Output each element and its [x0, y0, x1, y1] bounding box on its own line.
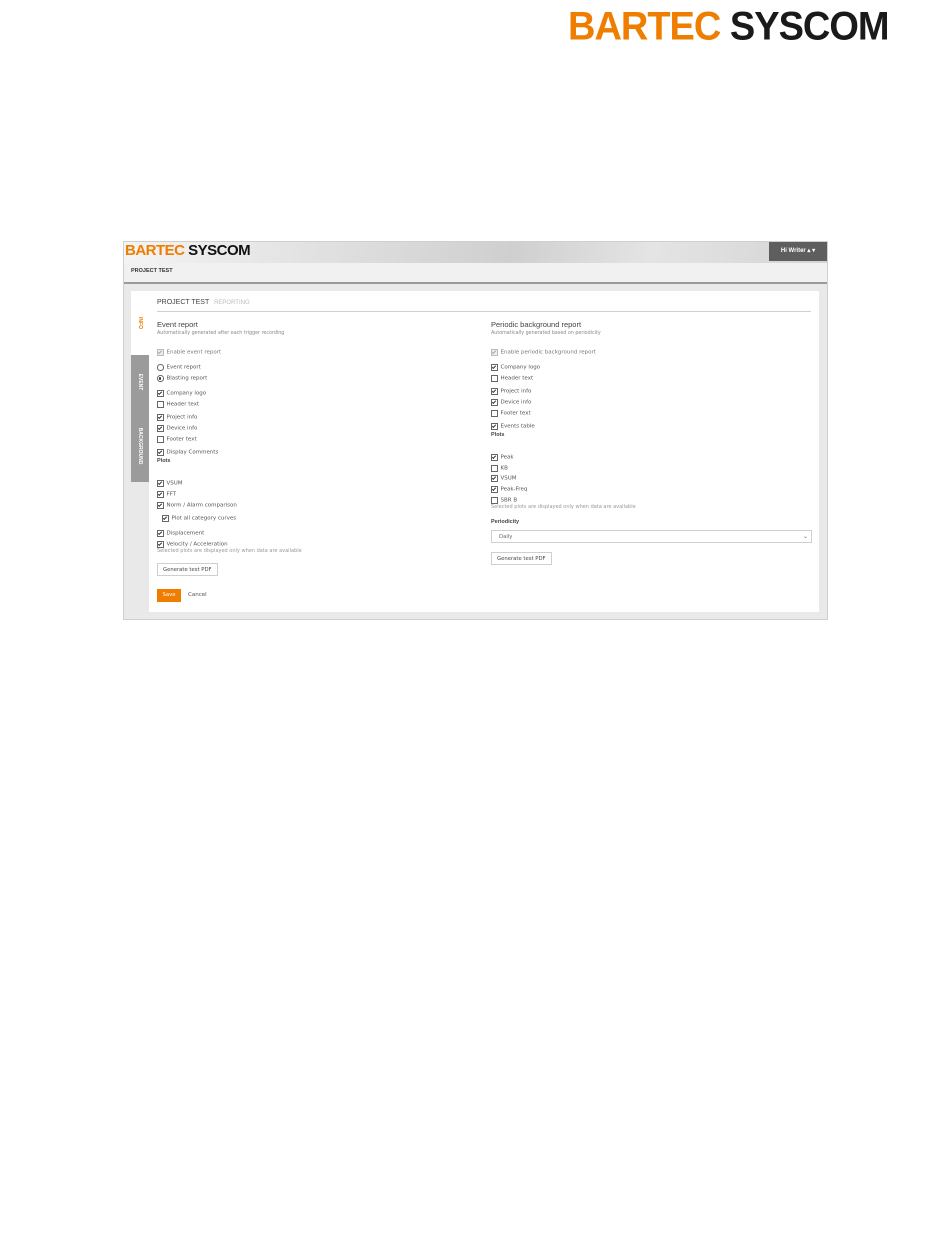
- radio-event-report[interactable]: [157, 357, 201, 371]
- tab-background[interactable]: [131, 409, 149, 482]
- bg-company-logo[interactable]: [491, 357, 541, 371]
- bg-plots-heading: Plots: [491, 432, 505, 438]
- bg-plot-vsum-label: VSUM: [500, 475, 517, 482]
- bg-device-info-label: Device info: [500, 399, 532, 406]
- event-generate-pdf-button[interactable]: Generate test PDF: [157, 563, 218, 576]
- event-plot-vsum[interactable]: [157, 473, 183, 487]
- app-logo-orange: BARTEC: [125, 242, 185, 259]
- event-header-text[interactable]: [157, 394, 200, 408]
- tab-background-label: BACKGROUND: [137, 427, 143, 464]
- event-display-comments[interactable]: [157, 442, 219, 456]
- reporting-panel: [149, 291, 819, 612]
- event-plot-velocity[interactable]: [157, 534, 228, 548]
- logo-brand-orange: BARTEC: [568, 4, 721, 50]
- chevron-down-icon: ⌄: [802, 533, 808, 540]
- event-plot-norm-alarm[interactable]: [157, 495, 237, 509]
- event-plot-displacement[interactable]: [157, 523, 205, 537]
- event-plot-all-category[interactable]: [162, 508, 237, 522]
- event-footer-text[interactable]: [157, 429, 197, 443]
- background-report-description: Automatically generated based on periodicity: [491, 331, 601, 336]
- bg-plot-sbr-b-checkbox[interactable]: [491, 497, 498, 504]
- event-report-description: Automatically generated after each trigger recording: [157, 331, 285, 336]
- bg-plot-kb[interactable]: [491, 458, 508, 472]
- enable-background-report-label: Enable periodic background report: [500, 349, 596, 356]
- title-divider: [157, 311, 811, 312]
- bg-header-text-label: Header text: [500, 375, 534, 382]
- event-plot-velocity-checkbox[interactable]: [157, 541, 164, 548]
- bg-footer-text[interactable]: [491, 403, 531, 417]
- tab-event-label: EVENT: [137, 373, 143, 391]
- save-button[interactable]: Save: [157, 589, 181, 602]
- bg-device-info[interactable]: [491, 392, 532, 406]
- enable-event-report-label: Enable event report: [166, 349, 222, 356]
- event-report-title: Event report: [157, 320, 198, 329]
- tab-event[interactable]: [131, 355, 149, 409]
- enable-background-report[interactable]: [491, 342, 596, 356]
- cancel-link[interactable]: Cancel: [188, 592, 207, 598]
- radio-blasting-report[interactable]: [157, 368, 208, 382]
- enable-event-report-checkbox[interactable]: [157, 349, 164, 356]
- event-plots-heading: Plots: [157, 458, 171, 464]
- tab-info-label: INFO: [137, 317, 143, 329]
- event-display-comments-label: Display Comments: [166, 449, 219, 456]
- bg-footer-text-label: Footer text: [500, 410, 531, 417]
- page-subtitle: REPORTING: [214, 300, 250, 306]
- bg-project-info[interactable]: [491, 381, 532, 395]
- bg-project-info-label: Project info: [500, 388, 532, 395]
- enable-event-report[interactable]: [157, 342, 222, 356]
- breadcrumb-bar: [124, 263, 827, 284]
- app-screenshot: [123, 241, 828, 620]
- event-device-info[interactable]: [157, 418, 198, 432]
- event-footer-text-label: Footer text: [166, 436, 197, 443]
- user-menu[interactable]: Hi Writer ▴ ▾: [769, 242, 827, 261]
- bg-plot-peak-freq[interactable]: [491, 479, 528, 493]
- document-logo: [568, 6, 889, 48]
- event-plot-all-category-label: Plot all category curves: [171, 515, 237, 522]
- radio-event-report-label: Event report: [166, 364, 201, 371]
- bg-events-table[interactable]: [491, 416, 535, 430]
- event-project-info[interactable]: [157, 407, 198, 421]
- event-plot-all-category-checkbox[interactable]: [162, 515, 169, 522]
- radio-blasting-report-input[interactable]: [157, 375, 164, 382]
- bg-plot-peak-label: Peak: [500, 454, 514, 461]
- event-plot-velocity-label: Velocity / Acceleration: [166, 541, 228, 548]
- event-plot-vsum-label: VSUM: [166, 480, 183, 487]
- bg-events-table-checkbox[interactable]: [491, 423, 498, 430]
- bg-plot-sbr-b[interactable]: [491, 490, 518, 504]
- tab-info[interactable]: [131, 291, 149, 355]
- event-company-logo[interactable]: [157, 383, 207, 397]
- bg-company-logo-label: Company logo: [500, 364, 541, 371]
- app-logo[interactable]: [125, 242, 250, 259]
- event-plots-note: Selected plots are displayed only when data are available: [157, 548, 302, 554]
- bg-plot-peak[interactable]: [491, 447, 514, 461]
- background-report-title: Periodic background report: [491, 320, 582, 329]
- app-topbar: [124, 242, 827, 263]
- event-plot-fft[interactable]: [157, 484, 177, 498]
- bg-generate-pdf-button[interactable]: Generate test PDF: [491, 552, 552, 565]
- enable-background-report-checkbox[interactable]: [491, 349, 498, 356]
- bg-plot-vsum[interactable]: [491, 465, 517, 482]
- event-display-comments-checkbox[interactable]: [157, 449, 164, 456]
- bg-header-text[interactable]: [491, 368, 534, 382]
- bg-plots-note: Selected plots are displayed only when data are available: [491, 504, 636, 510]
- event-company-logo-label: Company logo: [166, 390, 207, 397]
- page-title: [157, 299, 250, 306]
- periodicity-value: Daily: [499, 534, 513, 540]
- page-title-text: PROJECT TEST: [157, 299, 210, 306]
- event-project-info-label: Project info: [166, 414, 198, 421]
- app-logo-dark: SYSCOM: [188, 242, 251, 259]
- event-plot-displacement-label: Displacement: [166, 530, 205, 537]
- logo-brand-dark: SYSCOM: [729, 4, 889, 50]
- periodicity-label: Periodicity: [491, 519, 520, 525]
- bg-plot-sbr-b-label: SBR B: [500, 497, 518, 504]
- event-header-text-label: Header text: [166, 401, 200, 408]
- bg-plot-peak-freq-label: Peak-Freq: [500, 486, 528, 493]
- event-plot-fft-label: FFT: [166, 491, 177, 498]
- bg-events-table-label: Events table: [500, 423, 535, 430]
- radio-blasting-report-label: Blasting report: [166, 375, 208, 382]
- event-plot-norm-alarm-label: Norm / Alarm comparison: [166, 502, 237, 509]
- periodicity-select[interactable]: [491, 530, 812, 543]
- bg-plot-kb-label: KB: [500, 465, 508, 472]
- event-device-info-label: Device info: [166, 425, 198, 432]
- breadcrumb[interactable]: PROJECT TEST: [131, 268, 173, 274]
